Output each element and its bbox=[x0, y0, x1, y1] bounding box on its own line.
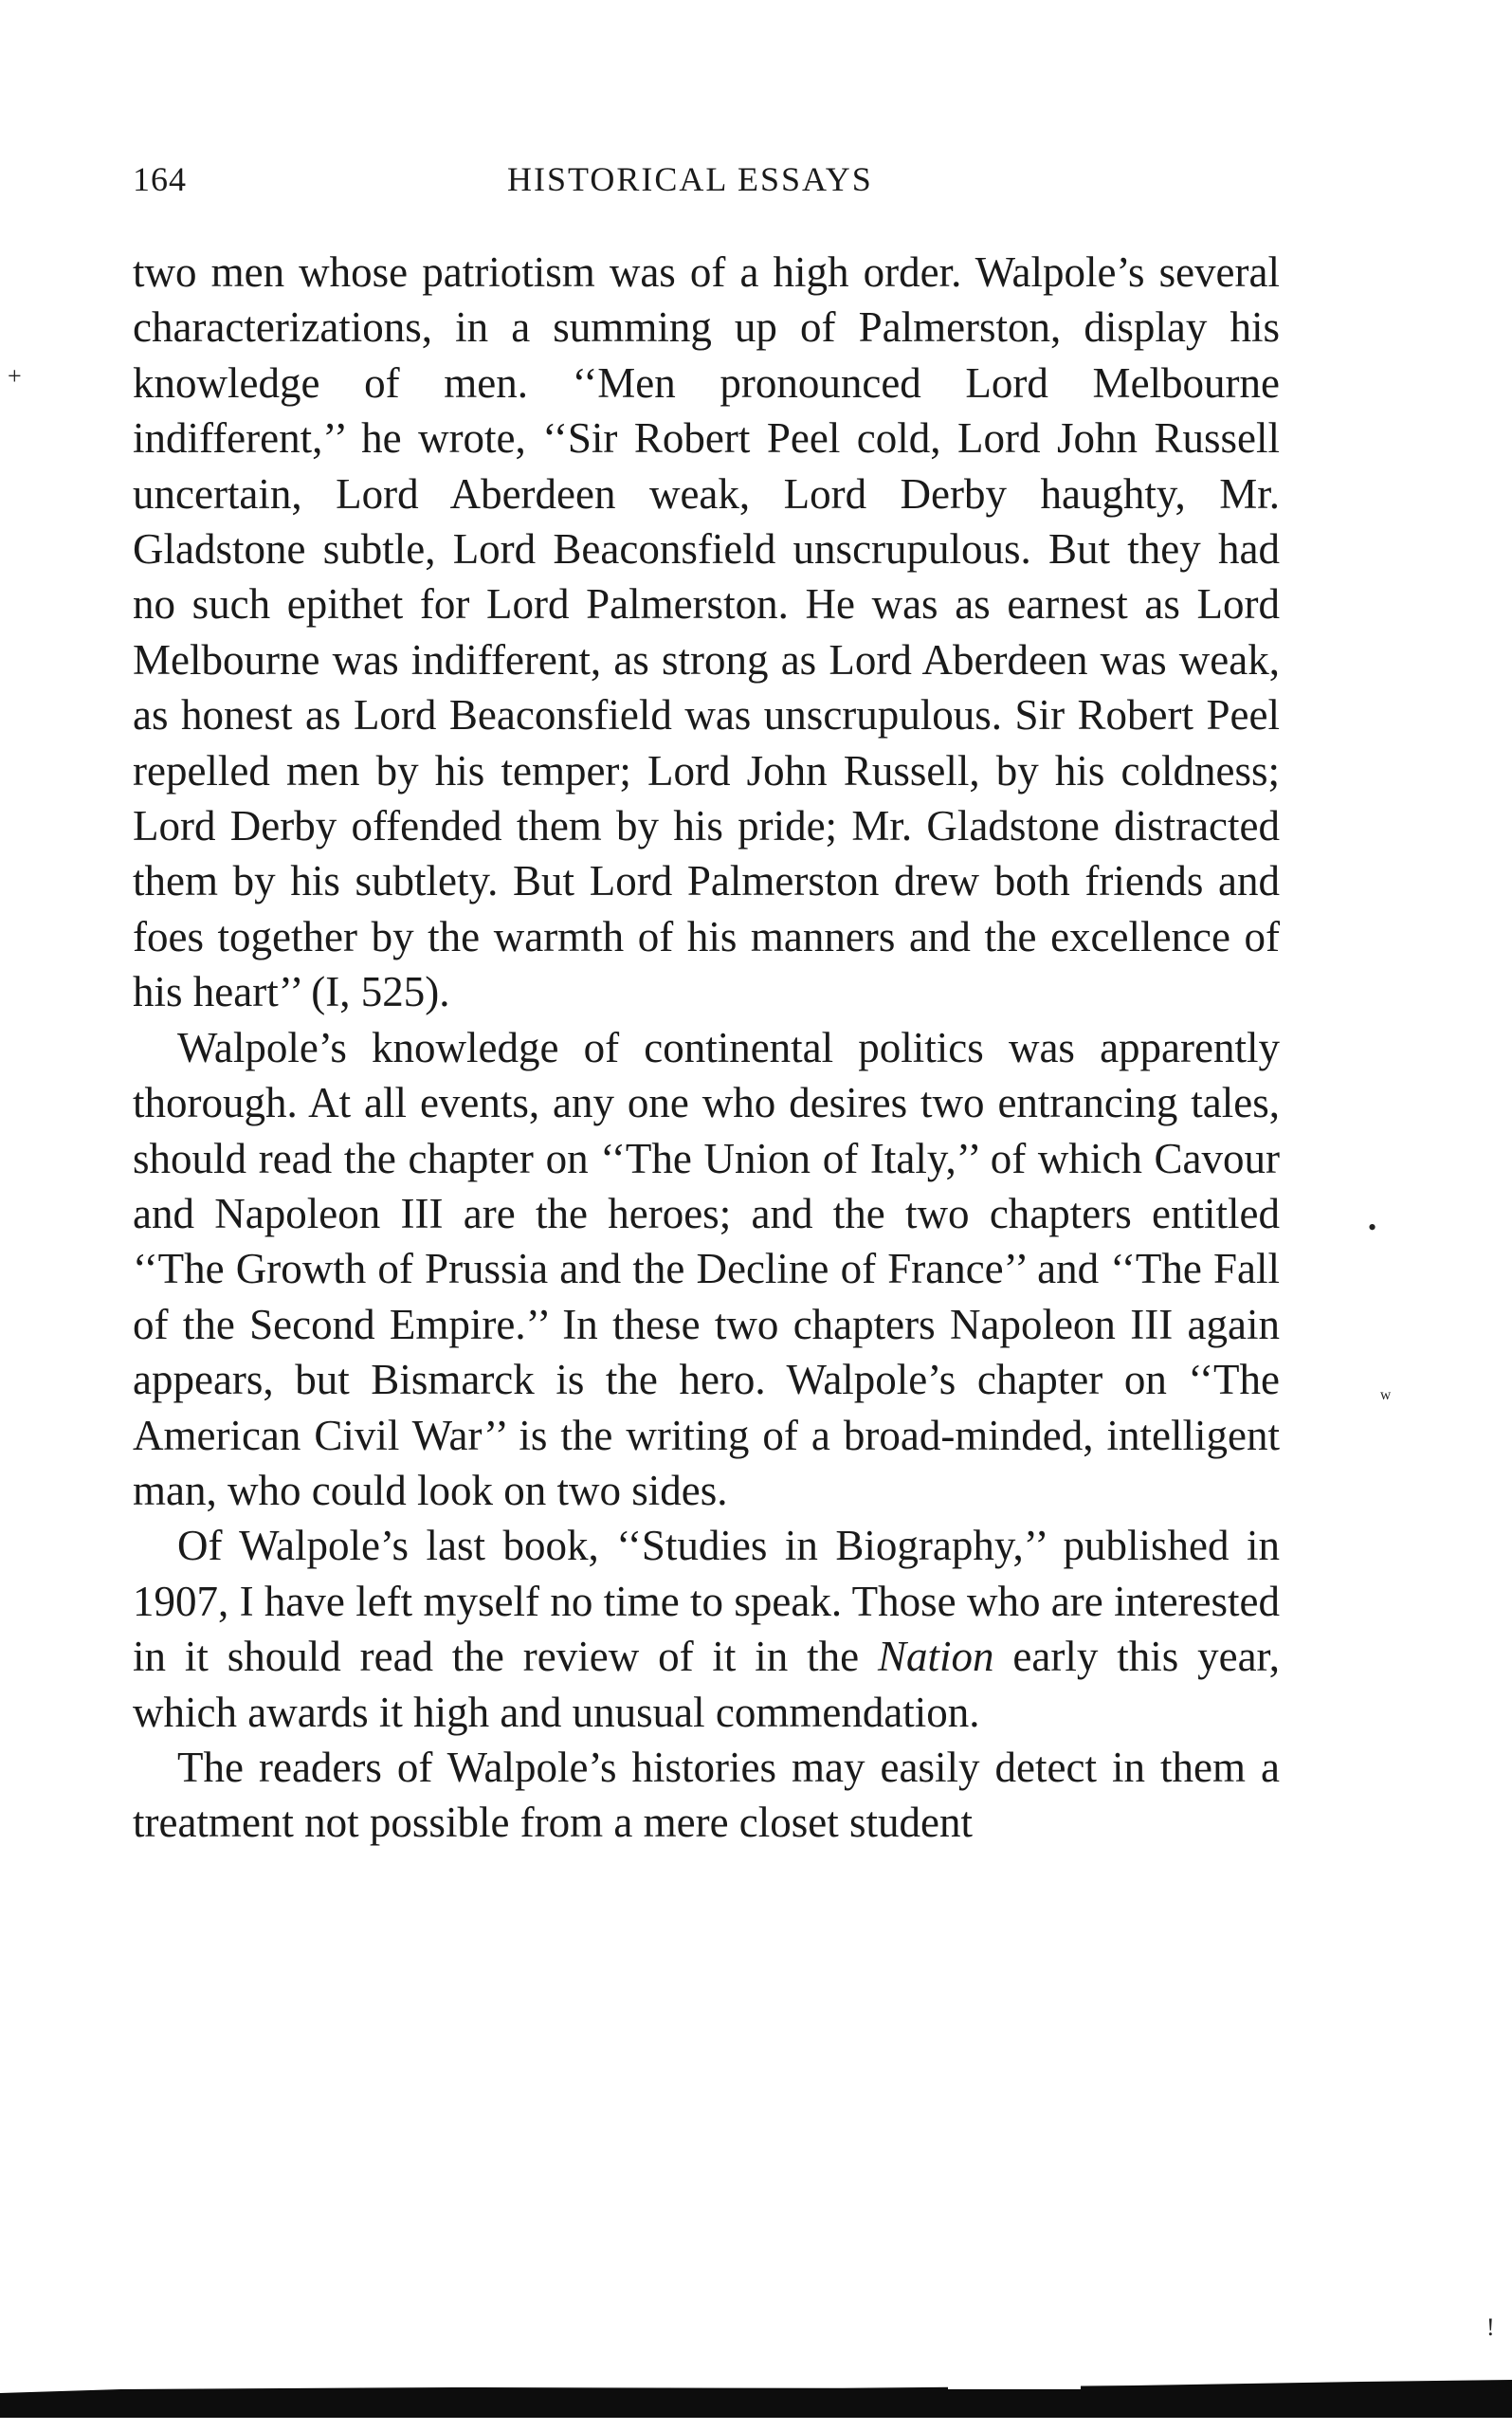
running-head bbox=[133, 152, 1280, 209]
margin-mark-bottom: ǃ bbox=[1486, 2313, 1495, 2341]
margin-dot-right: • bbox=[1368, 1214, 1377, 1241]
publication-title-nation: Nation bbox=[878, 1633, 994, 1681]
paragraph-1: two men whose patriotism was of a high order. Walpole’s several characterizations, in a summing up of Palmerston, display his knowledge of men. ‘‘Men pronounced Lord Melbourne indifferent,’’ he wrote, ‘‘Sir Robert Peel cold, Lord John Russell uncertain, Lord Aberdeen weak, Lord Derby haughty, Mr. Gladstone subtle, Lord Beaconsfield unscrupulous. But they had no such epithet for Lord Palmerston. He was as earnest as Lord Melbourne was indifferent, as strong as Lord Aberdeen was weak, as honest as Lord Beaconsfield was unscrupulous. Sir Robert Peel repelled men by his temper; Lord John Russell, by his coldness; Lord Derby offended them by his pride; Mr. Gladstone distracted them by his subtlety. But Lord Palmerston drew both friends and foes together by the warmth of his manners and the excellence of his heart’’ (I, 525). bbox=[133, 248, 1280, 1016]
body-text bbox=[133, 245, 1280, 1851]
running-title: HISTORICAL ESSAYS bbox=[507, 160, 873, 198]
margin-mark-left: + bbox=[8, 362, 22, 390]
paragraph-4: The readers of Walpole’s histories may easily detect in them a treatment not possible from a mere closet student bbox=[133, 1743, 1280, 1847]
paragraph-3-text-b: early this year, which awards it high and unusual commendation. bbox=[133, 1633, 1280, 1736]
paragraph-2: Walpole’s knowledge of continental politics was apparently thorough. At all events, any one who desires two entrancing tales, should read the chapter on ‘‘The Union of Italy,’’ of which Cavour and Napoleon III are the heroes; and the two chapters entitled ‘‘The Growth of Prussia and the Decline of France’’ and ‘‘The Fall of the Second Empire.’’ In these two chapters Napoleon III again appears, but Bismarck is the hero. Walpole’s chapter on ‘‘The American Civil War’’ is the writing of a broad-minded, intelligent man, who could look on two sides. bbox=[133, 1023, 1280, 1514]
paragraph-3-text-a: Of Walpole’s last book, ‘‘Studies in Biography,’’ published in 1907, I have left myself no time to speak. Those who are interested in it should read the review of it in the bbox=[133, 1522, 1280, 1681]
scan-edge-gap bbox=[948, 2380, 1081, 2389]
scan-edge-shadow bbox=[0, 2380, 1512, 2418]
paragraph-3 bbox=[133, 1518, 1280, 1740]
page-number: 164 bbox=[133, 160, 187, 198]
margin-mark-right: ʷ bbox=[1380, 1384, 1392, 1412]
